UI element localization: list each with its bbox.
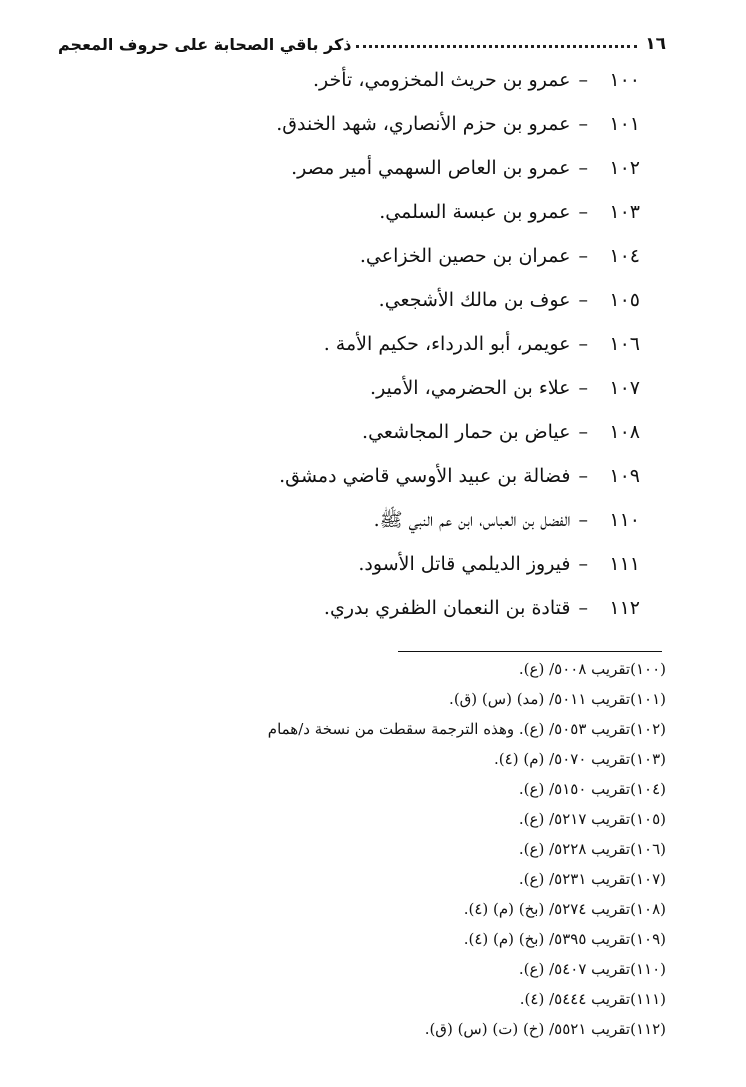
entry-item: [80, 542, 640, 586]
entry-dash: –: [578, 333, 588, 355]
footnote-item: (١٠١)تقريب ٥٠١١/ (مد) (س) (ق).: [449, 690, 666, 708]
entry-number: ١٠١: [609, 113, 640, 135]
entry-dash: –: [578, 289, 588, 311]
dotted-leader: [356, 45, 638, 48]
footnote-list: [66, 654, 666, 1044]
entry-number: ١٠٩: [609, 465, 640, 487]
footnote-item: (١٠٧)تقريب ٥٢٣١/ (ع).: [518, 870, 666, 888]
entry-item: [80, 234, 640, 278]
running-title: ذكر باقي الصحابة على حروف المعجم: [58, 35, 352, 54]
footnote-item: (١١٠)تقريب ٥٤٠٧/ (ع).: [518, 960, 666, 978]
entry-number: ١٠٣: [609, 201, 640, 223]
entry-dash: –: [578, 69, 588, 91]
entry-number: ١١٠: [609, 509, 640, 531]
entry-item: [80, 102, 640, 146]
entry-text: الفضل بن العباس، ابن عم النبي ﷺ.: [373, 509, 571, 531]
entry-number: ١١٢: [609, 597, 640, 619]
entry-item: [80, 278, 640, 322]
entry-item: [80, 454, 640, 498]
entry-item: [80, 146, 640, 190]
footnote-item: (١٠٨)تقريب ٥٢٧٤/ (بخ) (م) (٤).: [463, 900, 666, 918]
entry-text: عوف بن مالك الأشجعي.: [378, 289, 571, 311]
entry-dash: –: [578, 245, 588, 267]
footnote-item: (١٠٩)تقريب ٥٣٩٥/ (بخ) (م) (٤).: [463, 930, 666, 948]
footnote-item: (١١٢)تقريب ٥٥٢١/ (خ) (ت) (س) (ق).: [424, 1020, 666, 1038]
page-header: [58, 28, 666, 54]
entry-text: عمرو بن حزم الأنصاري، شهد الخندق.: [276, 113, 571, 135]
entry-dash: –: [578, 377, 588, 399]
entry-text: عمرو بن حريث المخزومي، تأخر.: [312, 69, 571, 91]
footnote-item: (١٠٣)تقريب ٥٠٧٠/ (م) (٤).: [494, 750, 666, 768]
entry-dash: –: [578, 421, 588, 443]
entry-number: ١٠٧: [609, 377, 640, 399]
footnote-item: (١٠٥)تقريب ٥٢١٧/ (ع).: [518, 810, 666, 828]
entry-text: قتادة بن النعمان الظفري بدري.: [323, 597, 571, 619]
page-number: ١٦: [645, 34, 666, 54]
footnote-item: (١١١)تقريب ٥٤٤٤/ (٤).: [519, 990, 666, 1008]
entry-text: عويمر، أبو الدرداء، حكيم الأمة .: [323, 333, 571, 355]
entry-item: [80, 498, 640, 542]
entry-item: [80, 322, 640, 366]
entry-text: عياض بن حمار المجاشعي.: [362, 421, 571, 443]
entry-dash: –: [578, 465, 588, 487]
entry-dash: –: [578, 201, 588, 223]
entry-item: [80, 190, 640, 234]
footnote-separator: [398, 651, 662, 652]
entry-number: ١٠٦: [609, 333, 640, 355]
entry-number: ١١١: [609, 553, 640, 575]
entry-text: علاء بن الحضرمي، الأمير.: [370, 377, 571, 399]
entry-item: [80, 58, 640, 102]
entry-item: [80, 366, 640, 410]
entry-number: ١٠٥: [609, 289, 640, 311]
entry-dash: –: [578, 113, 588, 135]
entry-item: [80, 586, 640, 630]
entry-dash: –: [578, 509, 588, 531]
entry-text: عمران بن حصين الخزاعي.: [359, 245, 571, 267]
entry-dash: –: [578, 597, 588, 619]
entry-text: عمرو بن عبسة السلمي.: [379, 201, 571, 223]
footnote-item: (١٠٤)تقريب ٥١٥٠/ (ع).: [518, 780, 666, 798]
entry-text: فيروز الديلمي قاتل الأسود.: [358, 553, 571, 575]
entry-number: ١٠٢: [609, 157, 640, 179]
entry-text: فضالة بن عبيد الأوسي قاضي دمشق.: [279, 465, 571, 487]
entry-dash: –: [578, 553, 588, 575]
footnote-item: (١٠٦)تقريب ٥٢٢٨/ (ع).: [518, 840, 666, 858]
entry-text: عمرو بن العاص السهمي أمير مصر.: [291, 157, 571, 179]
footnote-item: (١٠٢)تقريب ٥٠٥٣/ (ع). وهذه الترجمة سقطت من نسخة د/همام: [267, 720, 666, 738]
entry-dash: –: [578, 157, 588, 179]
entry-number: ١٠٤: [609, 245, 640, 267]
entry-number: ١٠٨: [609, 421, 640, 443]
entry-item: [80, 410, 640, 454]
entry-number: ١٠٠: [609, 69, 640, 91]
entry-list: [80, 58, 640, 630]
footnote-item: (١٠٠)تقريب ٥٠٠٨/ (ع).: [518, 660, 666, 678]
